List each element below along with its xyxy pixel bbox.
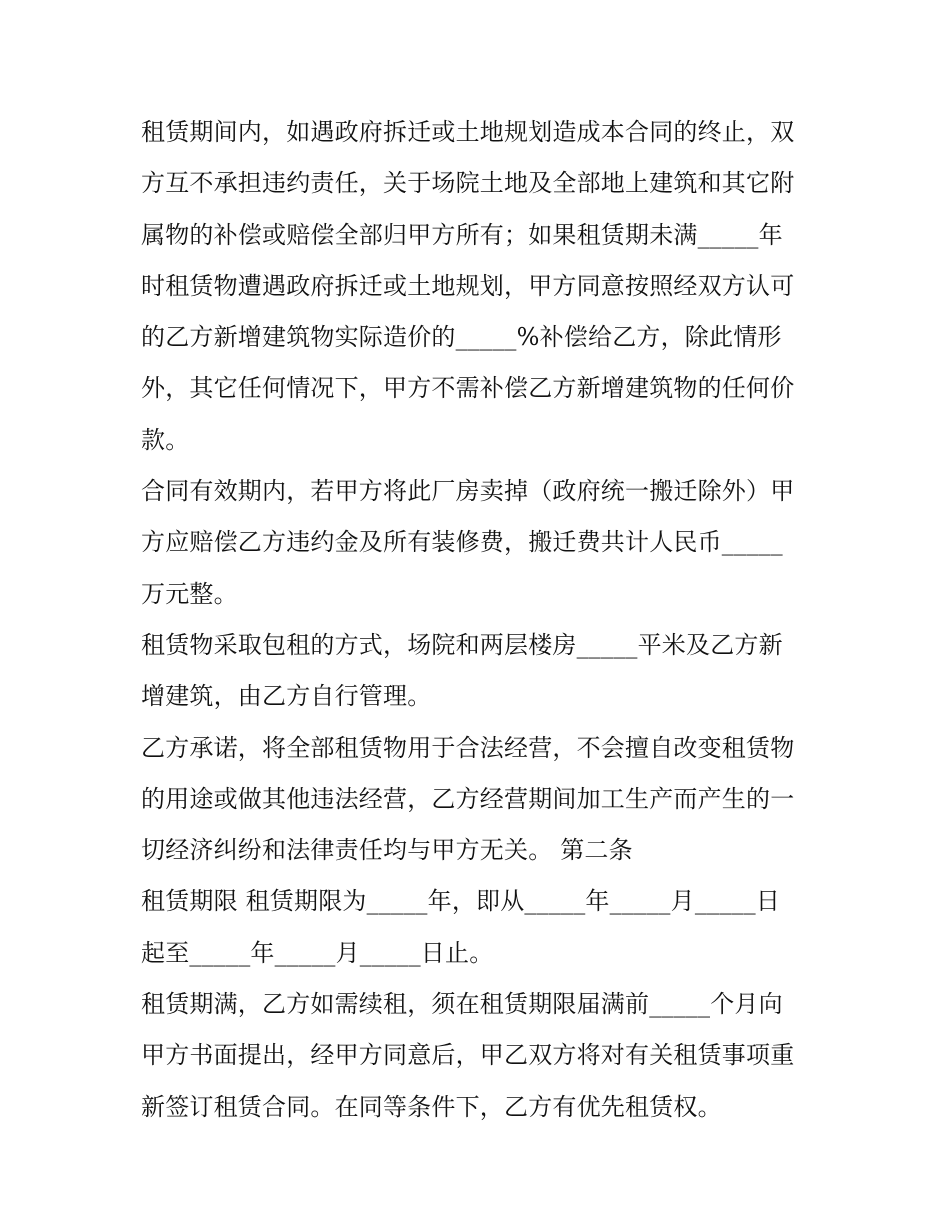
text-line: 属物的补偿或赔偿全部归甲方所有；如果租赁期未满_____年 [141, 220, 783, 249]
text-line: 方互不承担违约责任，关于场院土地及全部地上建筑和其它附 [141, 169, 795, 198]
text-line: 时租赁物遭遇政府拆迁或土地规划，甲方同意按照经双方认可 [141, 271, 795, 300]
text-line: 合同有效期内，若甲方将此厂房卖掉（政府统一搬迁除外）甲 [141, 477, 795, 506]
text-line: 万元整。 [141, 579, 238, 608]
document-body [141, 110, 821, 1136]
text-line: 外，其它任何情况下，甲方不需补偿乙方新增建筑物的任何价 [141, 374, 795, 403]
text-line: 租赁期限 租赁期限为_____年，即从_____年_____月_____日 [141, 887, 781, 916]
text-line: 甲方书面提出，经甲方同意后，甲乙双方将对有关租赁事项重 [141, 1041, 795, 1070]
text-line: 增建筑，由乙方自行管理。 [141, 682, 432, 711]
text-line: 乙方承诺，将全部租赁物用于合法经营，不会擅自改变租赁物 [141, 733, 795, 762]
text-line: 方应赔偿乙方违约金及所有装修费，搬迁费共计人民币_____ [141, 528, 783, 557]
text-line: 的乙方新增建筑物实际造价的_____%补偿给乙方，除此情形 [141, 323, 782, 352]
text-line: 租赁物采取包租的方式，场院和两层楼房_____平米及乙方新 [141, 630, 783, 659]
text-line: 的用途或做其他违法经营，乙方经营期间加工生产而产生的一 [141, 784, 795, 813]
text-line: 切经济纠纷和法律责任均与甲方无关。 第二条 [141, 836, 633, 865]
text-line: 租赁期满，乙方如需续租，须在租赁期限届满前_____个月向 [141, 990, 783, 1019]
text-line: 起至_____年_____月_____日止。 [141, 938, 494, 967]
text-line: 款。 [141, 425, 190, 454]
text-line: 新签订租赁合同。在同等条件下，乙方有优先租赁权。 [141, 1092, 722, 1121]
text-line: 租赁期间内，如遇政府拆迁或土地规划造成本合同的终止，双 [141, 118, 795, 146]
